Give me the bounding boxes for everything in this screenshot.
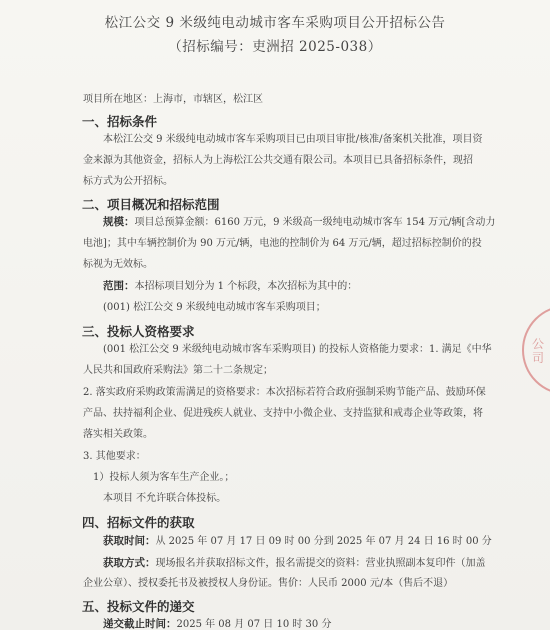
section-heading-document-acquisition: 四、招标文件的获取 xyxy=(82,515,195,530)
tender-conditions-text: 金来源为其他资金，招标人为上海松江公共交通有限公司。本项目已具备招标条件，现招 xyxy=(83,155,473,166)
other-requirements-label: 3. 其他要求： xyxy=(83,451,146,462)
document-title: 松江公交 9 米级纯电动城市客车采购项目公开招标公告 xyxy=(104,15,446,31)
section-heading-bidder-qualifications: 三、投标人资格要求 xyxy=(82,324,195,339)
other-requirement-item: 1）投标人须为客车生产企业。； xyxy=(93,472,235,483)
acquisition-method-value: 现场报名并获取招标文件，报名需提交的资料：营业执照副本复印件（加盖 xyxy=(155,558,486,569)
submission-deadline-value: 2025 年 08 月 07 日 10 时 30 分 xyxy=(176,619,332,630)
tender-conditions-text: 本松江公交 9 米级纯电动城市客车采购项目已由项目审批/核准/备案机关批准，项目资 xyxy=(103,134,483,145)
scale-text: 标视为无效标。 xyxy=(83,259,153,270)
tender-conditions-text: 标方式为公开招标。 xyxy=(83,176,173,187)
seal-text: 公司 xyxy=(532,337,545,365)
acquisition-time xyxy=(103,534,492,549)
section-heading-bid-submission: 五、投标文件的递交 xyxy=(82,599,195,614)
qualification-text: 人民共和国政府采购法》第二十二条规定； xyxy=(83,365,273,376)
scope-value: 本招标项目划分为 1 个标段，本次招标为其中的： xyxy=(134,281,358,292)
scale-label: 规模： xyxy=(103,216,135,228)
scope-label: 范围： xyxy=(103,280,135,292)
section-heading-tender-conditions: 一、招标条件 xyxy=(82,114,158,129)
scale-value: 项目总预算金额：6160 万元，9 米级高一级纯电动城市客车 154 万元/辆[含动力 xyxy=(134,217,496,228)
acquisition-method-text: 企业公章）、授权委托书及被授权人身份证。售价：人民币 2000 元/本（售后不退） xyxy=(83,578,454,589)
scope-text xyxy=(103,279,357,294)
qualification-text: 2. 落实政府采购政策需满足的资格要求：本次招标若符合政府强制采购节能产品、鼓励环保 xyxy=(83,387,486,398)
qualification-text: (001 松江公交 9 米级纯电动城市客车采购项目) 的投标人资格能力要求：1. 满足《中华 xyxy=(103,344,492,355)
project-location: 项目所在地区：上海市，市辖区，松江区 xyxy=(83,94,263,105)
submission-deadline-label: 递交截止时间： xyxy=(103,618,177,630)
qualification-text: 落实相关政策。 xyxy=(83,429,153,440)
tender-number: （招标编号：吏洲招 2025-038） xyxy=(168,39,382,55)
acquisition-method-label: 获取方式： xyxy=(103,557,156,569)
lot-item: (001) 松江公交 9 米级纯电动城市客车采购项目； xyxy=(103,302,326,313)
acquisition-method xyxy=(103,556,486,571)
section-heading-project-overview: 二、项目概况和招标范围 xyxy=(82,197,220,212)
company-seal-stamp xyxy=(522,305,550,395)
acquisition-time-value: 从 2025 年 07 月 17 日 09 时 00 分到 2025 年 07 月 24 日 16 时 00 分 xyxy=(155,536,492,547)
scale-text: 电池]；其中车辆控制价为 90 万元/辆，电池的控制价为 64 万元/辆，超过招标控制价的投 xyxy=(83,238,482,249)
scale-text xyxy=(103,215,495,230)
acquisition-time-label: 获取时间： xyxy=(103,535,156,547)
joint-bid-note: 本项目 不允许联合体投标。 xyxy=(103,493,227,504)
qualification-text: 产品、扶持福利企业、促进残疾人就业、支持中小微企业、支持监狱和戒毒企业等政策，将 xyxy=(83,408,483,419)
submission-deadline xyxy=(103,617,331,630)
